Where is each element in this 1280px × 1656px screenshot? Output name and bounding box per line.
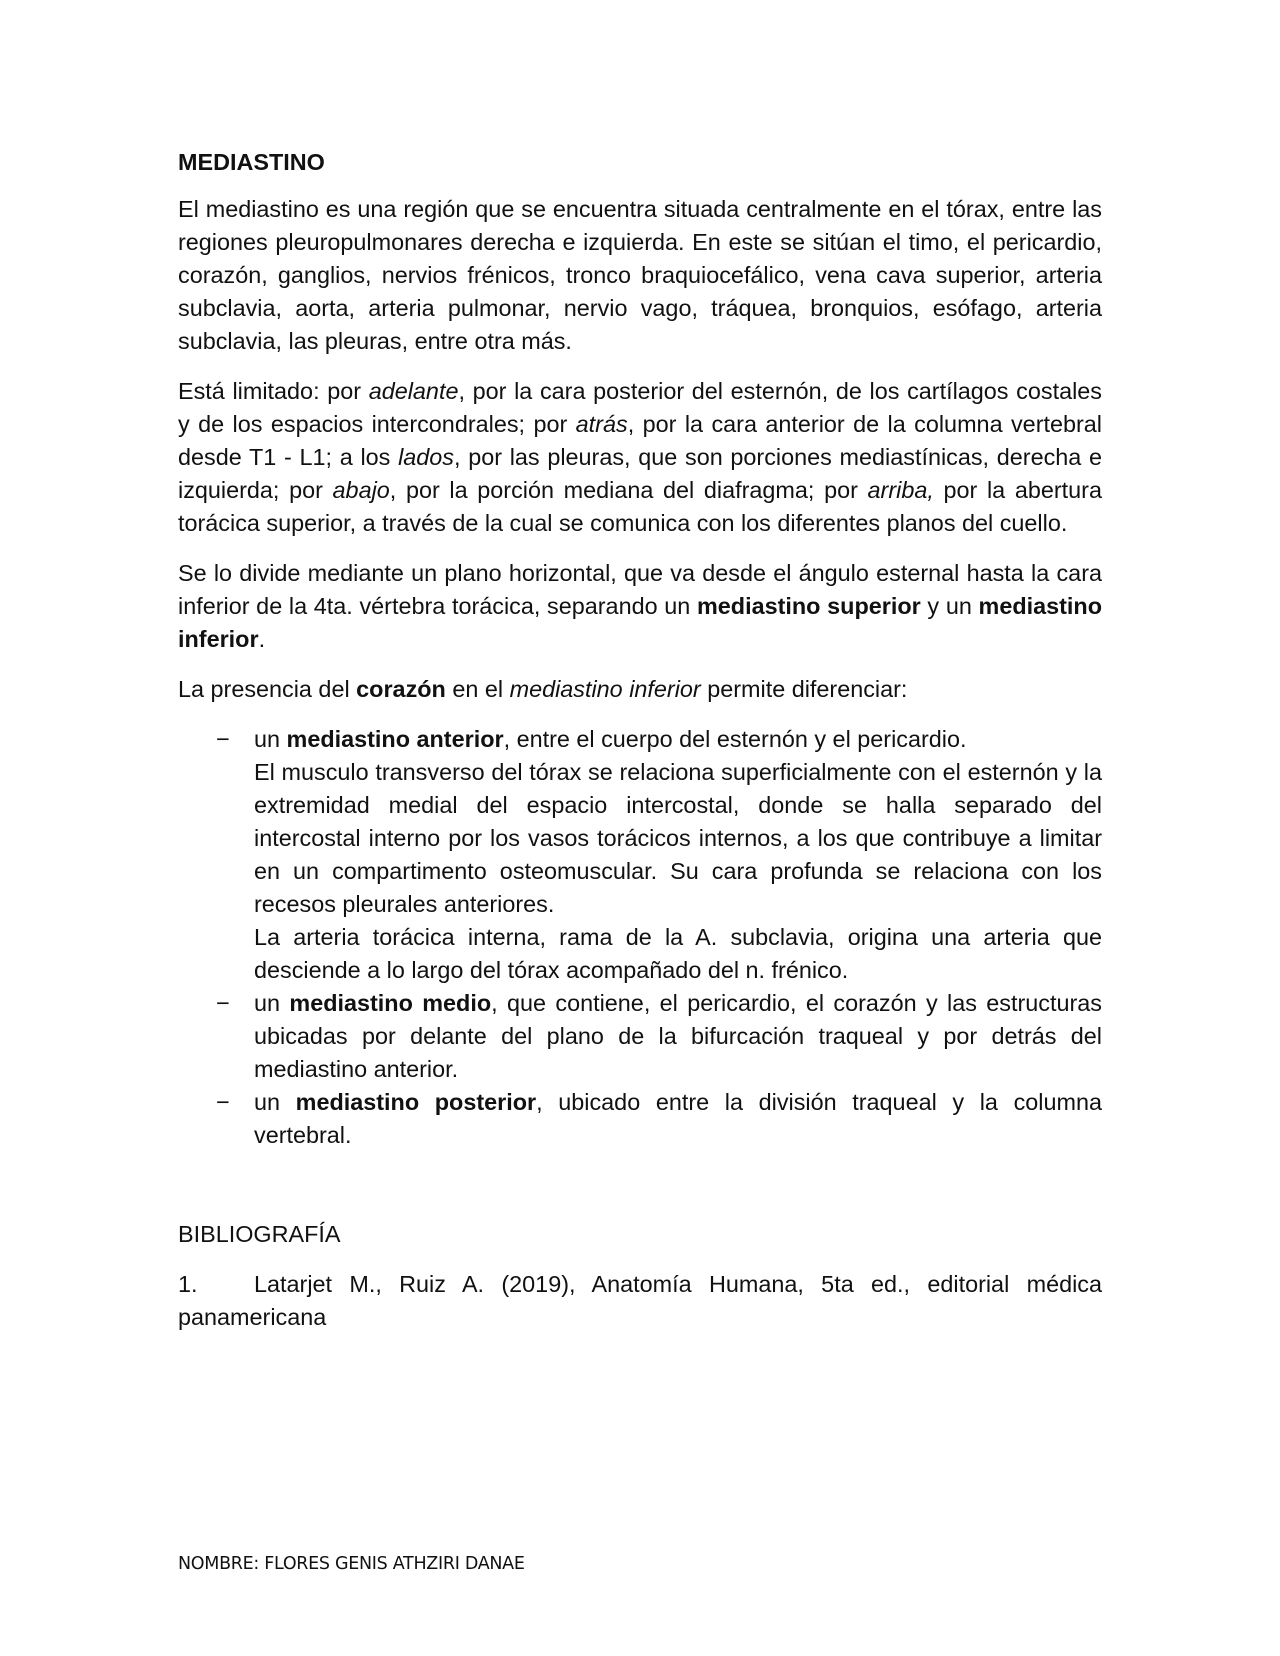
bold-mediastino-superior: mediastino superior [697,593,921,619]
text-span: un [254,726,287,752]
bold-corazon: corazón [356,676,446,702]
reference-number: 1. [178,1271,198,1297]
text-span: permite diferenciar: [700,676,908,702]
italic-mediastino-inferior: mediastino inferior [509,676,701,702]
paragraph-presence [178,673,1102,706]
bold-term: mediastino anterior [286,726,504,752]
italic-atras: atrás [575,411,628,437]
dash-bullet: − [216,726,230,752]
text-span: en el [445,676,510,702]
italic-abajo: abajo [332,477,390,503]
paragraph-intro: El mediastino es una región que se encuentra situada centralmente en el tórax, entre las regiones pleuropulmonares derecha e izquierda. En este se sitúan el timo, el pericardio, corazón, ganglios, nervios frénicos, tronco braquiocefálico, vena cava superior, arteria subclavia, aorta, arteria pulmonar, nervio vago, tráquea, bronquios, esófago, arteria subclavia, las pleuras, entre otra más. [178,196,1102,354]
bold-mediastino-inferior: mediastino inferior [178,593,1103,652]
text-span: La presencia del [178,676,357,702]
paragraph-limits [178,375,1102,540]
document-page [178,146,1102,1334]
text-span: Está limitado: por [178,378,369,404]
text-span: un [254,990,290,1016]
document-title: MEDIASTINO [178,149,325,175]
list-item [178,987,1102,1086]
reference-item [178,1268,1102,1334]
italic-lados: lados [398,444,454,470]
text-span: por la abertura torácica superior, a través de la cual se comunica con los diferentes planos del cuello. [178,477,1102,536]
dash-bullet: − [216,1089,230,1115]
list-item [178,1086,1102,1152]
list-item [178,723,1102,987]
bibliography-heading: BIBLIOGRAFÍA [178,1221,341,1247]
text-span: Se lo divide mediante un plano horizontal, que va desde el ángulo esternal hasta la cara inferior de la 4ta. vértebra torácica, separando un [178,560,1102,619]
paragraph-division [178,557,1102,656]
text-span: , ubicado entre la división traqueal y la columna vertebral. [254,1089,1102,1148]
dash-bullet: − [216,990,230,1016]
text-span: , por la porción mediana del diafragma; por [389,477,868,503]
text-span: , entre el cuerpo del esternón y el pericardio. [503,726,967,752]
text-span: , por las pleuras, que son porciones mediastínicas, derecha e izquierda; por [178,444,1103,503]
text-span: , por la cara anterior de la columna vertebral desde T1 - L1; a los [178,411,1102,470]
footer-author-name: NOMBRE: FLORES GENIS ATHZIRI DANAE [178,1554,525,1574]
reference-text: Latarjet M., Ruiz A. (2019), Anatomía Humana, 5ta ed., editorial médica panamericana [178,1271,1102,1330]
italic-adelante: adelante [368,378,459,404]
text-span: un [254,1089,296,1115]
text-span: y un [920,593,979,619]
list-subparagraph: El musculo transverso del tórax se relaciona superficialmente con el esternón y la extremidad medial del espacio intercostal, donde se halla separado del intercostal interno por los vasos torácicos internos, a los que contribuye a limitar en un compartimento osteomuscular. Su cara profunda se relaciona con los recesos pleurales anteriores. [254,759,1102,917]
text-span: . [258,626,266,652]
text-span: , por la cara posterior del esternón, de los cartílagos costales y de los espacios intercondrales; por [178,378,1102,437]
list-subparagraph: La arteria torácica interna, rama de la A. subclavia, origina una arteria que desciende a lo largo del tórax acompañado del n. frénico. [254,924,1102,983]
mediastinum-divisions-list [178,723,1102,1152]
bold-term: mediastino medio [289,990,492,1016]
text-span: , que contiene, el pericardio, el corazón y las estructuras ubicadas por delante del plano de la bifurcación traqueal y por detrás del mediastino anterior. [254,990,1102,1082]
bold-term: mediastino posterior [295,1089,537,1115]
italic-arriba: arriba, [867,477,934,503]
